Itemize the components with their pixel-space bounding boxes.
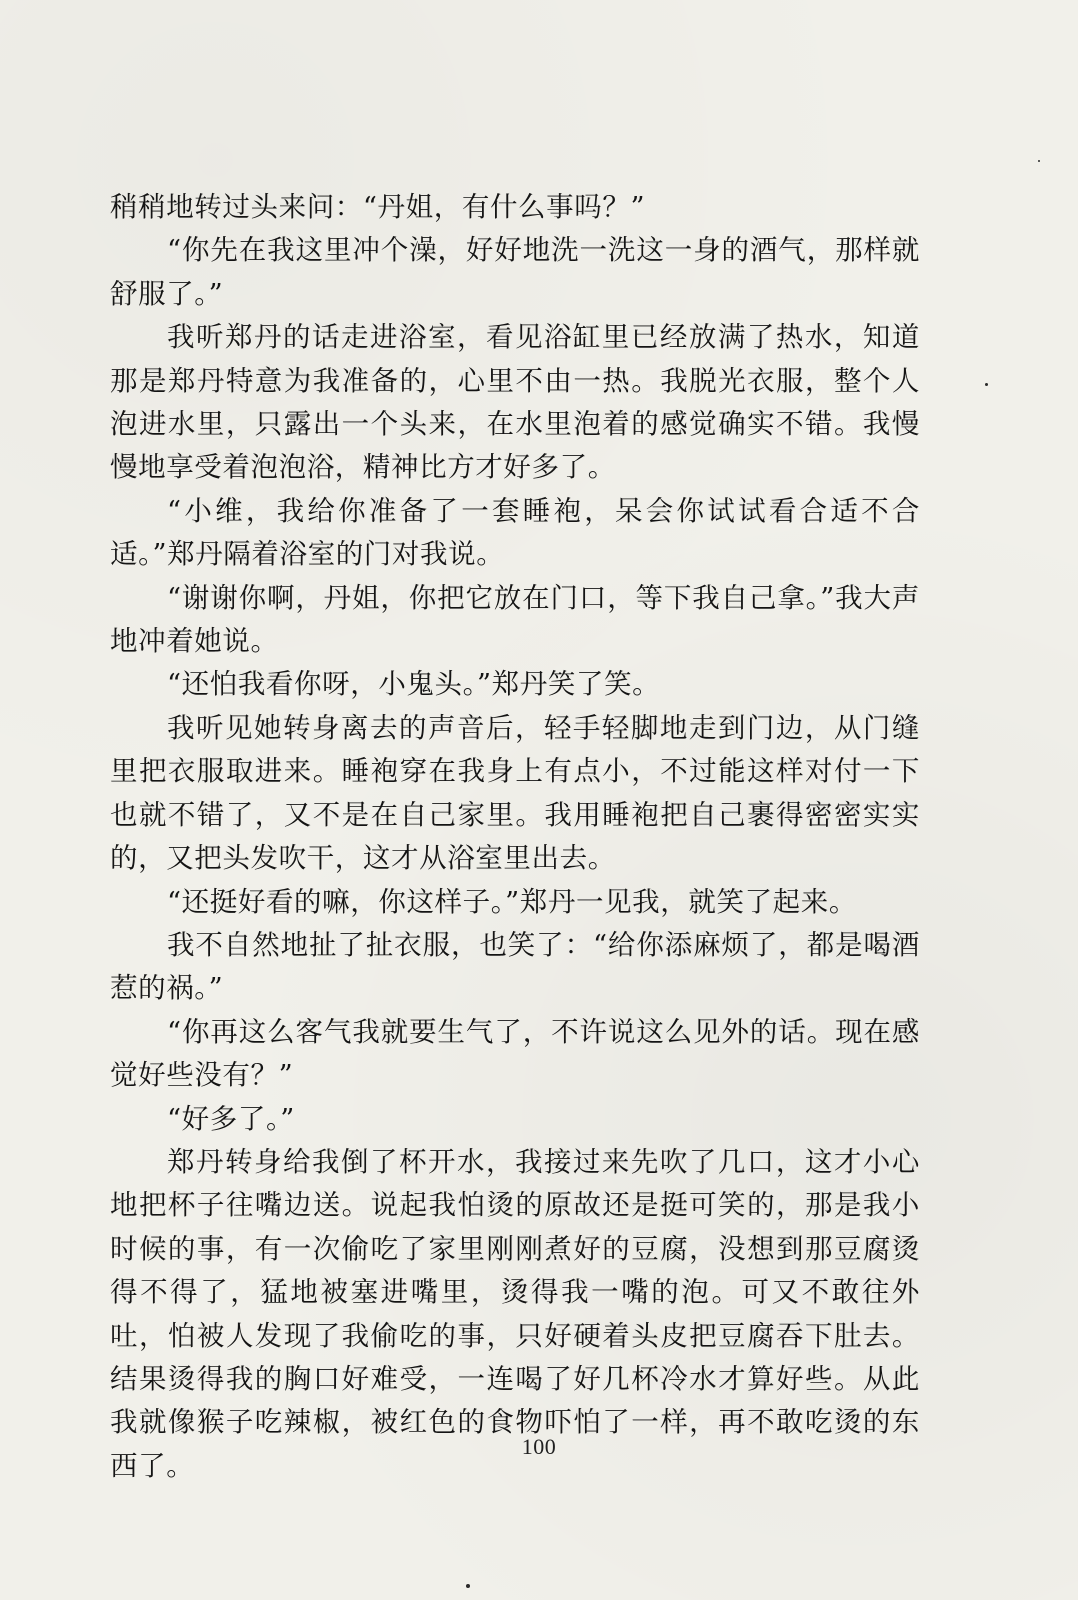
paragraph: “谢谢你啊，丹姐，你把它放在门口，等下我自己拿。”我大声地冲着她说。 [110,581,920,658]
paragraph: “小维，我给你准备了一套睡袍，呆会你试试看合适不合适。”郑丹隔着浴室的门对我说。 [110,494,920,571]
paragraph: “你再这么客气我就要生气了，不许说这么见外的话。现在感觉好些没有？” [110,1015,920,1092]
paragraph: “还怕我看你呀，小鬼头。”郑丹笑了笑。 [167,668,661,701]
paragraph: 稍稍地转过头来问：“丹姐，有什么事吗？” [110,191,646,223]
scan-speck [1038,160,1040,162]
scan-speck [466,1584,470,1588]
paragraph: “好多了。” [167,1102,295,1135]
page-number: 100 [521,1434,557,1459]
body-text [110,186,920,1488]
scan-speck [985,383,988,386]
paragraph: 我听见她转身离去的声音后，轻手轻脚地走到门边，从门缝里把衣服取进来。睡袍穿在我身上有点小，不过能这样对付一下也就不错了，又不是在自己家里。我用睡袍把自己裹得密密实实的，又把头发吹干，这才从浴室里出去。 [110,711,920,875]
paragraph: 我听郑丹的话走进浴室，看见浴缸里已经放满了热水，知道那是郑丹特意为我准备的，心里不由一热。我脱光衣服，整个人泡进水里，只露出一个头来，在水里泡着的感觉确实不错。我慢慢地享受着泡泡浴，精神比方才好多了。 [110,321,920,484]
paragraph: “还挺好看的嘛，你这样子。”郑丹一见我，就笑了起来。 [167,885,857,918]
paragraph: 郑丹转身给我倒了杯开水，我接过来先吹了几口，这才小心地把杯子往嘴边送。说起我怕烫的原故还是挺可笑的，那是我小时候的事，有一次偷吃了家里刚刚煮好的豆腐，没想到那豆腐烫得不得了，猛地被塞进嘴里，烫得我一嘴的泡。可又不敢往外吐，怕被人发现了我偷吃的事，只好硬着头皮把豆腐吞下肚去。结果烫得我的胸口好难受，一连喝了好几杯冷水才算好些。从此我就像猴子吃辣椒，被红色的食物吓怕了一样，再不敢吃烫的东西了。 [110,1145,920,1482]
paragraph: “你先在我这里冲个澡，好好地洗一洗这一身的酒气，那样就舒服了。” [110,234,920,310]
paragraph: 我不自然地扯了扯衣服，也笑了：“给你添麻烦了，都是喝酒惹的祸。” [110,928,920,1005]
